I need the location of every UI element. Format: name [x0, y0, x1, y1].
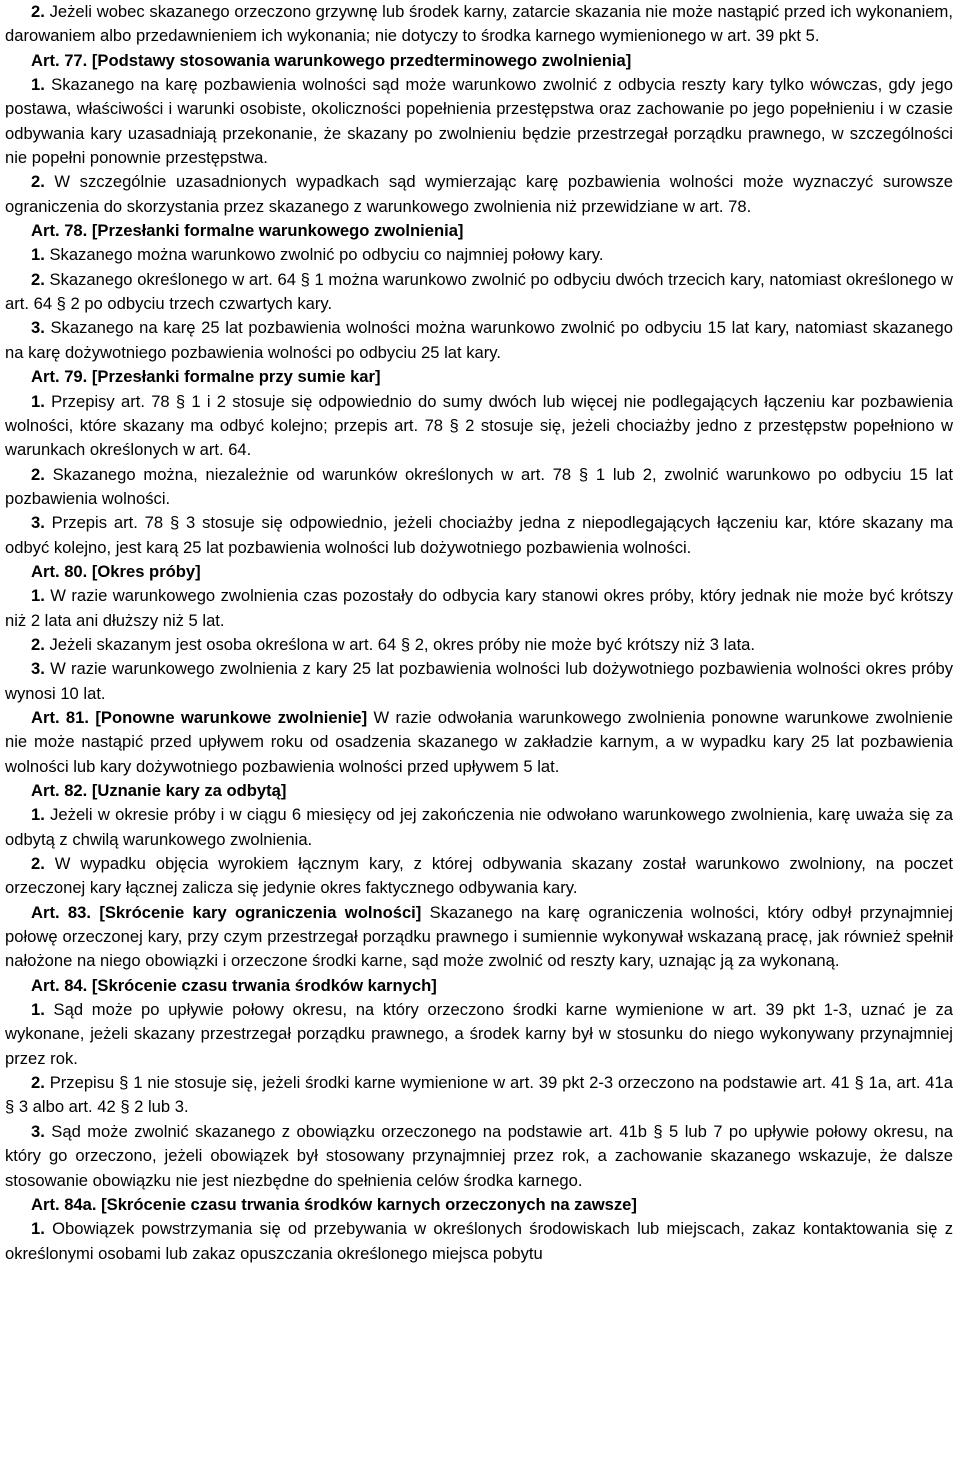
paragraph	[5, 584, 953, 633]
article-heading	[5, 365, 953, 389]
paragraph	[5, 463, 953, 512]
article-heading	[5, 974, 953, 998]
paragraph-label: 2.	[31, 1073, 45, 1093]
article-heading	[5, 560, 953, 584]
paragraph-label: 1.	[31, 1219, 45, 1239]
paragraph-text: Jeżeli wobec skazanego orzeczono grzywnę lub środek karny, zatarcie skazania nie może nastąpić przed ich wykonaniem, darowaniem albo przedawnieniem ich wykonania; nie dotyczy to środka karnego wymienionego w art. 39 pkt 5.	[5, 2, 953, 46]
paragraph-label: 3.	[31, 318, 45, 338]
paragraph-label: 2.	[31, 269, 45, 289]
paragraph	[5, 1071, 953, 1120]
paragraph-text: W razie warunkowego zwolnienia z kary 25 lat pozbawienia wolności lub dożywotniego pozbawienia wolności okres próby wynosi 10 lat.	[5, 659, 953, 703]
paragraph	[5, 390, 953, 463]
paragraph	[5, 803, 953, 852]
paragraph-text: Przepisu § 1 nie stosuje się, jeżeli środki karne wymienione w art. 39 pkt 2-3 orzeczono na podstawie art. 41 § 1a, art. 41a § 3 albo art. 42 § 2 lub 3.	[5, 1073, 953, 1117]
paragraph-label: Art. 82. [Uznanie kary za odbytą]	[31, 781, 287, 800]
article-heading	[5, 219, 953, 243]
paragraph-label: 1.	[31, 391, 45, 411]
paragraph	[5, 852, 953, 901]
paragraph	[5, 998, 953, 1071]
paragraph-text: Sąd może zwolnić skazanego z obowiązku orzeczonego na podstawie art. 41b § 5 lub 7 po upływie połowy okresu, na który go orzeczono, jeżeli obowiązek był stosowany przynajmniej przez rok, a zachowanie skazanego wskazuje, że dalsze stosowanie obowiązku nie jest niezbędne do spełnienia celów środka karnego.	[5, 1121, 953, 1190]
paragraph	[5, 633, 953, 657]
paragraph	[5, 706, 953, 779]
paragraph-label: 1.	[31, 75, 45, 95]
paragraph-label: Art. 78. [Przesłanki formalne warunkowego zwolnienia]	[31, 221, 464, 241]
paragraph-label: 3.	[31, 1121, 45, 1141]
paragraph-label: 2.	[31, 854, 45, 874]
paragraph-text: Skazanego na karę pozbawienia wolności sąd może warunkowo zwolnić z odbycia reszty kary tylko wówczas, gdy jego postawa, właściwości i warunki osobiste, okoliczności popełnienia przestępstwa oraz zachowanie po jego popełnieniu i w czasie odbywania kary uzasadniają przekonanie, że skazany po zwolnieniu będzie przestrzegał porządku prawnego, w szczególności nie popełni ponownie przestępstwa.	[5, 75, 953, 168]
paragraph-text: W razie warunkowego zwolnienia czas pozostały do odbycia kary stanowi okres próby, który jednak nie może być krótszy niż 2 lata ani dłuższy niż 5 lat.	[5, 586, 953, 630]
paragraph-label: 2.	[31, 634, 45, 654]
article-heading	[5, 779, 953, 803]
paragraph-label: Art. 77. [Podstawy stosowania warunkowego przedterminowego zwolnienia]	[31, 50, 632, 70]
paragraph-label: 1.	[31, 245, 45, 265]
paragraph-text: Obowiązek powstrzymania się od przebywania w określonych środowiskach lub miejscach, zakaz kontaktowania się z określonymi osobami lub zakaz opuszczania określonego miejsca pobytu	[5, 1219, 953, 1263]
paragraph-text: Skazanego na karę ograniczenia wolności, który odbył przynajmniej połowę orzeczonej kary, przy czym przestrzegał porządku prawnego i sumiennie wykonywał wskazaną pracę, jak również spełnił nałożone na niego obowiązki i orzeczone środki karne, sąd może zwolnić od reszty kary, uznając ją za wykonaną.	[5, 902, 953, 971]
article-heading	[5, 49, 953, 73]
paragraph-label: Art. 81. [Ponowne warunkowe zwolnienie]	[31, 707, 368, 727]
paragraph-text: W wypadku objęcia wyrokiem łącznym kary, z której odbywania skazany został warunkowo zwolniony, na poczet orzeczonej kary łącznej zalicza się jedynie okres faktycznego odbywania kary.	[5, 854, 953, 898]
paragraph-text: W razie odwołania warunkowego zwolnienia ponowne warunkowe zwolnienie nie może nastąpić przed upływem roku od osadzenia skazanego w zakładzie karnym, a w wypadku kary 25 lat pozbawienia wolności lub kary dożywotniego pozbawienia wolności przed upływem 5 lat.	[5, 707, 953, 776]
paragraph-text: W szczególnie uzasadnionych wypadkach sąd wymierzając karę pozbawienia wolności może wyznaczyć surowsze ograniczenia do skorzystania przez skazanego z warunkowego zwolnienia niż przewidziane w art. 78.	[5, 172, 953, 216]
paragraph-text: Skazanego można, niezależnie od warunków określonych w art. 78 § 1 lub 2, zwolnić warunkowo po odbyciu 15 lat pozbawienia wolności.	[5, 464, 953, 508]
paragraph-text: Skazanego można warunkowo zwolnić po odbyciu co najmniej połowy kary.	[44, 245, 604, 265]
paragraph-label: 1.	[31, 805, 45, 825]
paragraph-text: Jeżeli skazanym jest osoba określona w art. 64 § 2, okres próby nie może być krótszy niż 3 lata.	[44, 634, 756, 654]
paragraph-label: Art. 84a. [Skrócenie czasu trwania środków karnych orzeczonych na zawsze]	[31, 1194, 637, 1214]
paragraph-label: Art. 80. [Okres próby]	[31, 561, 201, 581]
paragraph-label: 2.	[31, 464, 45, 484]
paragraph	[5, 316, 953, 365]
paragraph	[5, 73, 953, 170]
article-heading	[5, 1193, 953, 1217]
paragraph-label: 3.	[31, 659, 45, 679]
paragraph	[5, 268, 953, 317]
paragraph-label: 1.	[31, 586, 45, 606]
paragraph-label: Art. 79. [Przesłanki formalne przy sumie kar]	[31, 367, 381, 387]
paragraph-label: 2.	[31, 2, 45, 21]
paragraph-text: Jeżeli w okresie próby i w ciągu 6 miesięcy od jej zakończenia nie odwołano warunkowego zwolnienia, karę uważa się za odbytą z chwilą warunkowego zwolnienia.	[5, 805, 953, 849]
paragraph	[5, 170, 953, 219]
paragraph-text: Skazanego określonego w art. 64 § 1 można warunkowo zwolnić po odbyciu dwóch trzecich kary, natomiast określonego w art. 64 § 2 po odbyciu trzech czwartych kary.	[5, 269, 953, 314]
document-page	[5, 0, 953, 1266]
paragraph-label: 1.	[31, 1000, 45, 1020]
paragraph	[5, 1120, 953, 1193]
paragraph-text: Skazanego na karę 25 lat pozbawienia wolności można warunkowo zwolnić po odbyciu 15 lat kary, natomiast skazanego na karę dożywotniego pozbawienia wolności po odbyciu 25 lat kary.	[5, 318, 953, 362]
paragraph-text: Sąd może po upływie połowy okresu, na który orzeczono środki karne wymienione w art. 39 pkt 1-3, uznać je za wykonane, jeżeli skazany przestrzegał porządku prawnego, a środek karny był w stosunku do niego wykonywany przynajmniej przez rok.	[5, 1000, 953, 1068]
paragraph-text: Przepis art. 78 § 3 stosuje się odpowiednio, jeżeli chociażby jedna z niepodlegających łączeniu kar, które skazany ma odbyć kolejno, jest karą 25 lat pozbawienia wolności lub dożywotniego pozbawienia wolności.	[5, 513, 953, 557]
paragraph	[5, 1217, 953, 1266]
paragraph-label: 3.	[31, 513, 45, 533]
paragraph	[5, 511, 953, 560]
paragraph-text: Przepisy art. 78 § 1 i 2 stosuje się odpowiednio do sumy dwóch lub więcej nie podlegających łączeniu kar pozbawienia wolności, które skazany ma odbyć kolejno; przepis art. 78 § 2 stosuje się, jeżeli chociażby jedno z przestępstw popełniono w warunkach określonych w art. 64.	[5, 391, 953, 460]
paragraph-label: Art. 83. [Skrócenie kary ograniczenia wolności]	[31, 902, 422, 922]
paragraph	[5, 657, 953, 706]
paragraph	[5, 901, 953, 974]
paragraph-label: Art. 84. [Skrócenie czasu trwania środków karnych]	[31, 975, 437, 995]
paragraph-label: 2.	[31, 172, 45, 192]
paragraph	[5, 243, 953, 267]
paragraph	[5, 0, 953, 49]
